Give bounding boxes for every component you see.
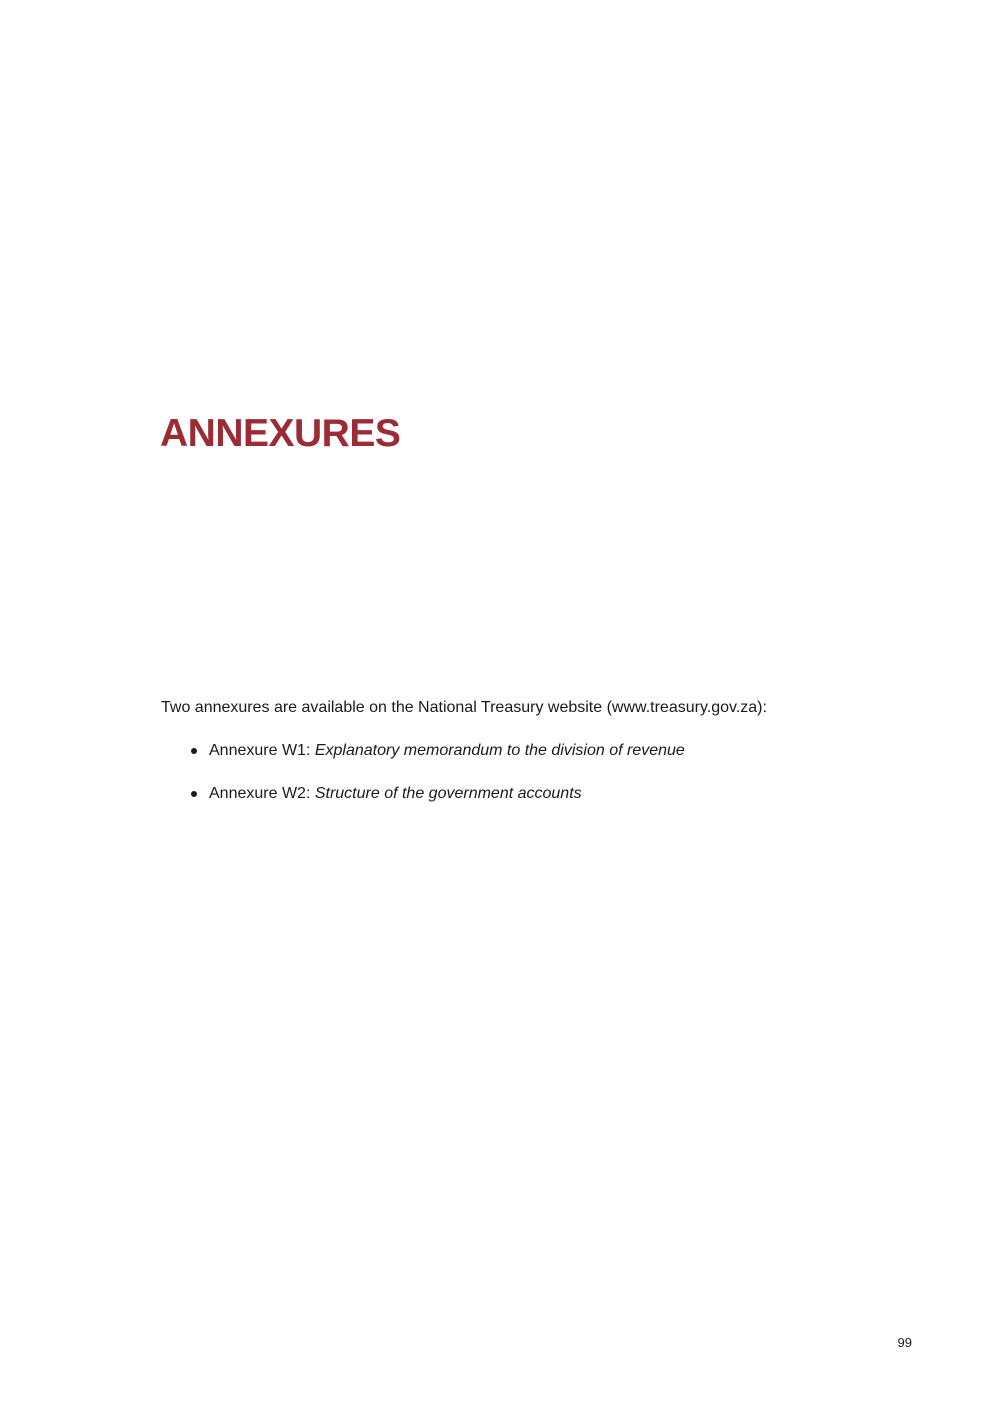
annexure-list-item bbox=[190, 783, 685, 805]
annexure-title: Explanatory memorandum to the division of revenue bbox=[314, 742, 685, 759]
page-number: 99 bbox=[897, 1335, 912, 1350]
intro-paragraph: Two annexures are available on the National Treasury website (www.treasury.gov.za): bbox=[161, 699, 767, 716]
bullet-icon bbox=[191, 748, 197, 754]
annexure-list-item bbox=[190, 740, 685, 762]
annexure-title: Structure of the government accounts bbox=[314, 785, 582, 802]
page-title: ANNEXURES bbox=[160, 412, 401, 455]
annexure-label: Annexure W2: bbox=[209, 785, 315, 802]
annexure-label: Annexure W1: bbox=[209, 742, 315, 759]
bullet-icon bbox=[191, 791, 197, 797]
annexure-list bbox=[190, 740, 685, 826]
